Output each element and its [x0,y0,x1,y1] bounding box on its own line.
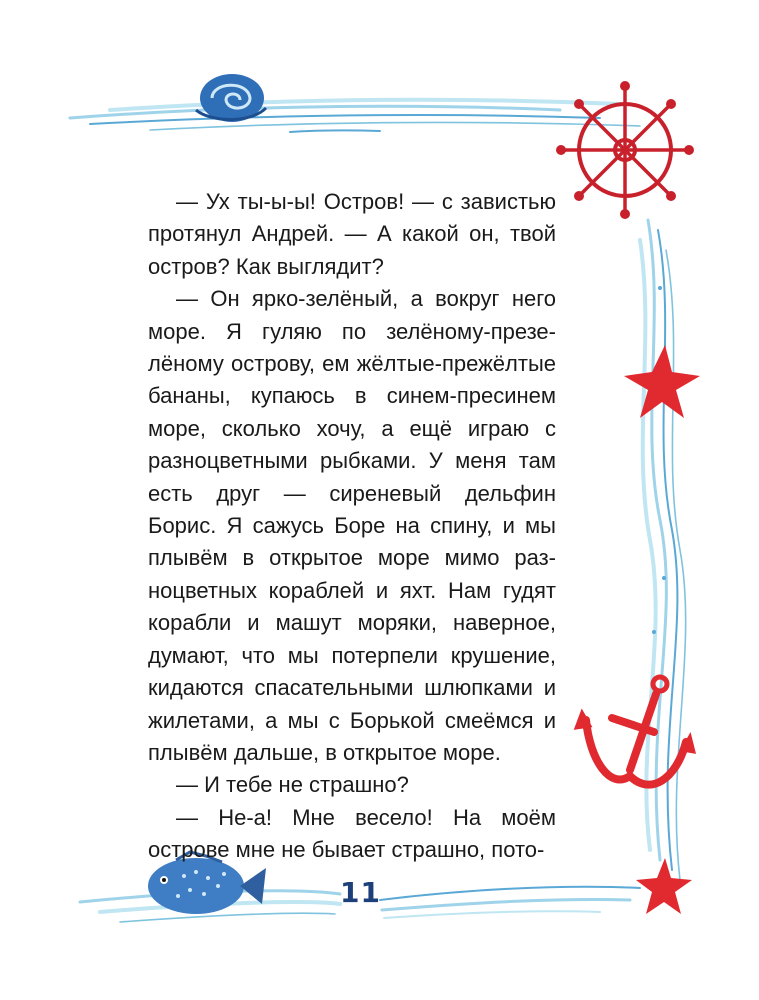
anchor-icon [576,677,694,785]
starfish-icon [624,345,700,418]
ship-wheel-icon [556,81,694,219]
top-water-waves [70,100,640,132]
paragraph: — Не-а! Мне весело! На моём острове мне не бывает страшно, пото- [148,804,556,863]
snail-shell-icon [196,74,266,122]
starfish-icon [636,858,692,914]
paragraph: — И тебе не страшно? [176,772,409,798]
page-number: 11 [340,876,381,909]
paragraph: — Он ярко-зелёный, а вокруг него море. Я гуляю по зелёному-презелёному острову, ем жёлтые-прежёлтые бананы, купаюсь в синем-пресинем море, сколько хочу, а ещё играю с разноцветными рыбками. У меня там есть друг — сиреневый дельфин Борис. Я сажусь Боре на спину, и мы плывём в открытое море мимо разноцветных кораблей и яхт. Нам гудят корабли и машут моряки, наверное, думают, что мы потерпели крушение, кидаются спасательными шлюпками и жилетами, а мы с Борькой смеёмся и плывём дальше, в открытое море. [148,286,556,765]
paragraph: — Ух ты-ы-ы! Остров! — с завистью протянул Андрей. — А какой он, твой остров? Как выглядит? [148,189,556,279]
story-text [148,186,556,867]
